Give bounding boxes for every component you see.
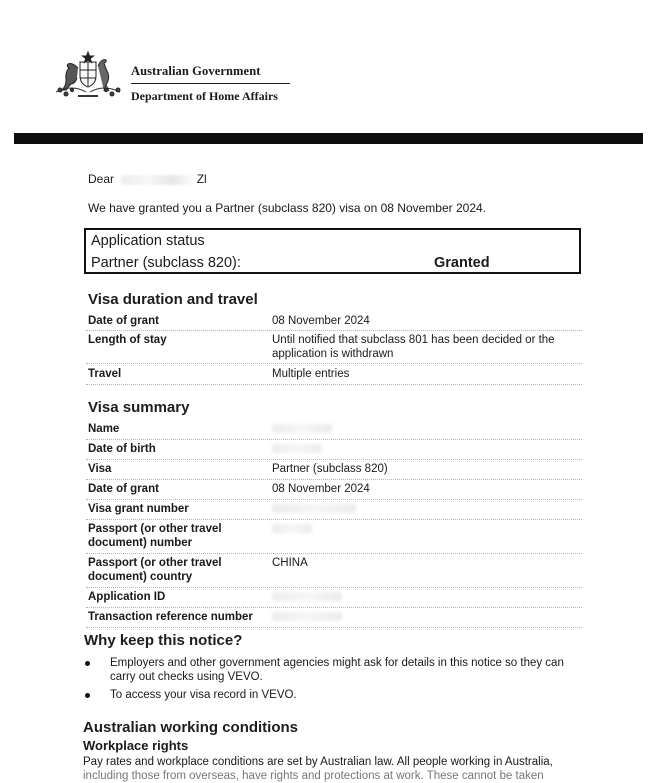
agency-name: Australian Government	[131, 64, 261, 78]
table-row	[86, 364, 582, 385]
agency-block	[131, 64, 291, 104]
row-key: Visa	[88, 463, 112, 475]
salutation	[88, 172, 207, 186]
notice-heading: Why keep this notice?	[84, 632, 243, 649]
duration-heading: Visa duration and travel	[88, 291, 258, 308]
notice-list	[84, 656, 584, 706]
bullet-icon	[85, 693, 90, 698]
row-key: Length of stay	[88, 334, 167, 346]
table-row	[86, 608, 582, 628]
status-title: Application status	[91, 233, 205, 249]
paragraph-line-cut: including those from overseas, have rights and protections at work. These cannot be taken	[83, 770, 544, 782]
list-item-text: Employers and other government agencies might ask for details in this notice so they can carry out checks using VEVO.	[110, 657, 564, 683]
row-value: Partner (subclass 820)	[272, 463, 388, 475]
table-row	[86, 440, 582, 460]
application-status-box	[84, 228, 581, 274]
row-key: Date of grant	[88, 483, 159, 495]
row-key: Passport (or other travel document) number	[88, 523, 222, 549]
agency-divider	[131, 83, 290, 84]
working-heading: Australian working conditions	[83, 719, 299, 736]
table-row	[86, 554, 582, 588]
redacted-value	[272, 442, 572, 456]
department-name: Department of Home Affairs	[131, 89, 278, 103]
status-label: Partner (subclass 820):	[91, 255, 241, 271]
status-value: Granted	[434, 255, 490, 271]
row-key: Transaction reference number	[88, 611, 253, 623]
redacted-value	[272, 502, 572, 516]
list-item	[84, 688, 584, 702]
row-value: 08 November 2024	[272, 483, 370, 495]
row-key: Application ID	[88, 591, 166, 603]
salutation-initial: Zl	[196, 172, 207, 186]
table-row	[86, 500, 582, 520]
table-row	[86, 460, 582, 480]
grant-intro: We have granted you a Partner (subclass 820) visa on 08 November 2024.	[88, 201, 487, 215]
redacted-value	[272, 590, 572, 604]
redacted-value	[272, 422, 572, 436]
row-key: Date of grant	[88, 315, 159, 327]
row-key: Name	[88, 423, 120, 435]
list-item	[84, 656, 584, 684]
table-row	[86, 480, 582, 500]
row-value: 08 November 2024	[272, 315, 370, 327]
commonwealth-coat-of-arms-icon	[48, 48, 128, 106]
workplace-rights-heading: Workplace rights	[83, 738, 189, 753]
workplace-rights-paragraph	[83, 755, 583, 783]
row-key: Visa grant number	[88, 503, 189, 515]
header-rule	[14, 133, 643, 144]
row-value: CHINA	[272, 557, 308, 569]
row-value: Multiple entries	[272, 368, 350, 380]
table-row	[86, 331, 582, 364]
table-row	[86, 420, 582, 440]
table-row	[86, 312, 582, 331]
row-key: Passport (or other travel document) country	[88, 557, 222, 583]
row-key: Travel	[88, 368, 122, 380]
salutation-word: Dear	[88, 172, 115, 186]
row-value: Until notified that subclass 801 has been decided or the application is withdrawn	[272, 334, 555, 360]
duration-table	[86, 312, 582, 385]
row-key: Date of birth	[88, 443, 156, 455]
redacted-value	[272, 522, 572, 536]
redacted-value	[272, 610, 572, 624]
bullet-icon	[85, 661, 90, 666]
summary-table	[86, 420, 582, 628]
redacted-name	[121, 175, 193, 185]
table-row	[86, 520, 582, 554]
table-row	[86, 588, 582, 608]
paragraph-line: Pay rates and workplace conditions are set by Australian law. All people working in Australia,	[83, 756, 553, 768]
list-item-text: To access your visa record in VEVO.	[110, 689, 297, 701]
summary-heading: Visa summary	[88, 399, 190, 416]
